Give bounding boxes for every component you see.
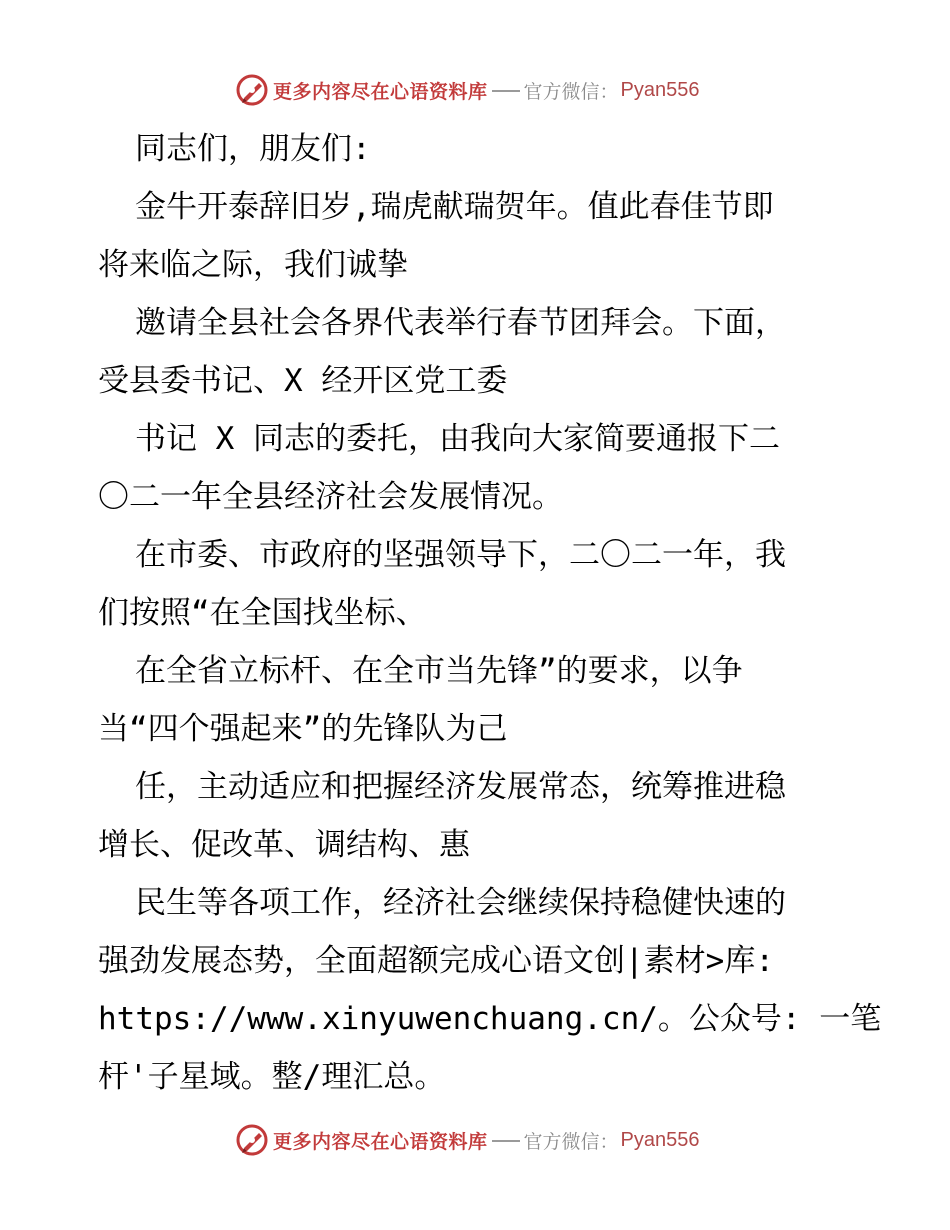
- body-line: 任，主动适应和把握经济发展常态，统筹推进稳: [135, 769, 786, 805]
- watermark-official-label: 官方微信：: [523, 80, 619, 103]
- body-line: 在市委、市政府的坚强领导下，二〇二一年，我: [135, 537, 786, 573]
- watermark-dash: [492, 1140, 520, 1142]
- watermark-slogan: 更多内容尽在心语资料库: [273, 1130, 488, 1153]
- red-pen-circle-logo-icon: [235, 1123, 269, 1157]
- body-line: 书记 X 同志的委托，由我向大家简要通报下二: [135, 421, 780, 457]
- body-line: 增长、促改革、调结构、惠: [98, 827, 470, 863]
- body-line: 们按照“在全国找坐标、: [98, 595, 427, 631]
- body-line: 在全省立标杆、在全市当先锋”的要求，以争: [135, 653, 743, 689]
- body-line: 金牛开泰辞旧岁,瑞虎献瑞贺年。值此春佳节即: [135, 189, 774, 225]
- body-line: 邀请全县社会各界代表举行春节团拜会。下面，: [135, 305, 786, 341]
- document-body: [98, 120, 882, 1106]
- body-line: 民生等各项工作，经济社会继续保持稳健快速的: [135, 885, 786, 921]
- watermark-wechat-id: Pyan556: [620, 1128, 700, 1151]
- watermark-official-label: 官方微信：: [523, 1130, 619, 1153]
- red-pen-circle-logo-icon: [235, 73, 269, 107]
- body-line: 当“四个强起来”的先锋队为己: [98, 711, 508, 747]
- body-line: https://www.xinyuwenchuang.cn/。公众号: 一笔: [98, 1001, 882, 1037]
- body-line: 受县委书记、X 经开区党工委: [98, 363, 508, 399]
- header-watermark-banner: [235, 73, 700, 107]
- watermark-wechat-id: Pyan556: [620, 78, 700, 101]
- body-line: 强劲发展态势，全面超额完成心语文创|素材>库:: [98, 943, 774, 979]
- watermark-dash: [492, 90, 520, 92]
- body-line: 〇二一年全县经济社会发展情况。: [98, 479, 563, 515]
- body-line: 将来临之际，我们诚挚: [98, 247, 408, 283]
- footer-watermark-banner: [235, 1123, 700, 1157]
- watermark-slogan: 更多内容尽在心语资料库: [273, 80, 488, 103]
- body-line: 杆'子星域。整/理汇总。: [98, 1059, 446, 1095]
- body-line: 同志们，朋友们:: [135, 131, 371, 167]
